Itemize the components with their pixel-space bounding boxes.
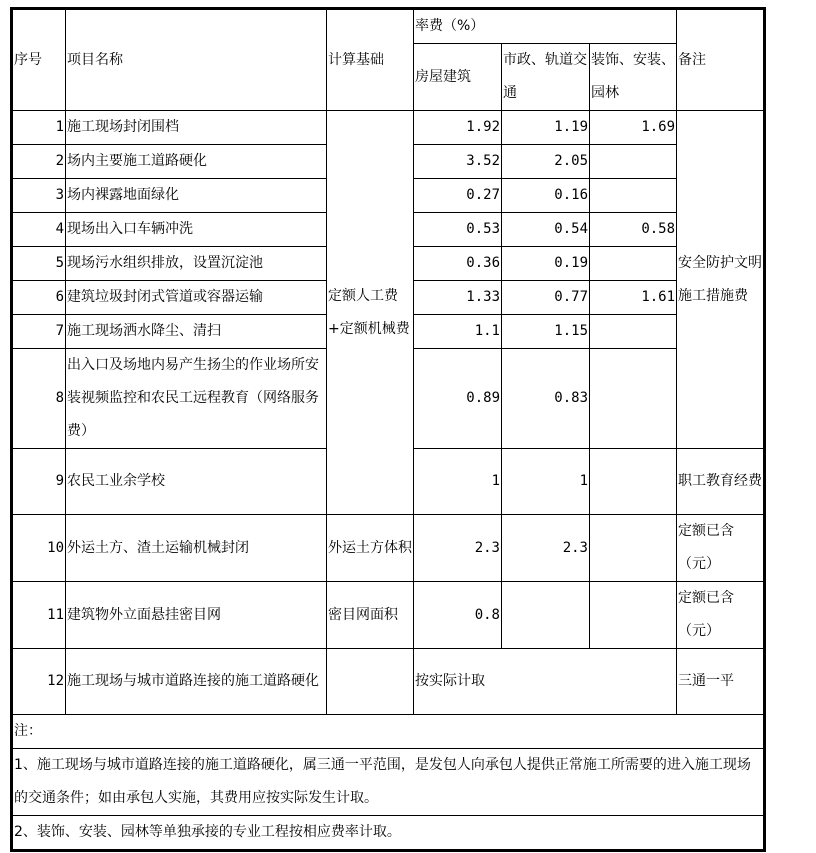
row-name: 施工现场封闭围档: [66, 111, 327, 145]
row-remark: 三通一平: [677, 649, 765, 715]
rate-municipal: 1.19: [502, 111, 590, 145]
rate-decoration: [590, 179, 677, 213]
rate-municipal: 0.83: [502, 349, 590, 449]
rate-decoration: 0.58: [590, 213, 677, 247]
note-item-1: 1、施工现场与城市道路连接的施工道路硬化，属三通一平范围，是发包人向承包人提供正常施工所需要的进入施工现场的交通条件；如由承包人实施，其费用应按实际发生计取。: [12, 749, 765, 816]
row-name: 外运土方、渣土运输机械封闭: [66, 515, 327, 582]
notes-title-row: [12, 715, 765, 749]
row-basis: 外运土方体积: [327, 515, 414, 582]
notes-title: 注：: [12, 715, 765, 749]
row-seq: 8: [12, 349, 66, 449]
rate-municipal: [502, 582, 590, 649]
rate-building: 3.52: [414, 145, 502, 179]
row-name: 施工现场与城市道路连接的施工道路硬化: [66, 649, 327, 715]
rate-municipal: 0.16: [502, 179, 590, 213]
merged-remark: 安全防护文明施工措施费: [677, 111, 765, 449]
row-name: 现场出入口车辆冲洗: [66, 213, 327, 247]
rate-municipal: 1.15: [502, 315, 590, 349]
header-row-1: [12, 9, 765, 44]
row-seq: 4: [12, 213, 66, 247]
rate-building: 0.89: [414, 349, 502, 449]
row-seq: 1: [12, 111, 66, 145]
rate-decoration: [590, 349, 677, 449]
row-name: 建筑物外立面悬挂密目网: [66, 582, 327, 649]
rate-building: 0.36: [414, 247, 502, 281]
rate-building: 1: [414, 449, 502, 515]
row-basis: [327, 649, 414, 715]
rate-building: 2.3: [414, 515, 502, 582]
merged-basis: 定额人工费+定额机械费: [327, 111, 414, 515]
rate-municipal: 0.19: [502, 247, 590, 281]
row-seq: 10: [12, 515, 66, 582]
row-name: 出入口及场地内易产生扬尘的作业场所安装视频监控和农民工远程教育（网络服务费）: [66, 349, 327, 449]
header-basis: 计算基础: [327, 9, 414, 111]
header-rate-building: 房屋建筑: [414, 44, 502, 111]
table-row: [12, 515, 765, 582]
table-row: [12, 649, 765, 715]
header-name: 项目名称: [66, 9, 327, 111]
rate-building: 1.92: [414, 111, 502, 145]
row-remark: 职工教育经费: [677, 449, 765, 515]
row-seq: 6: [12, 281, 66, 315]
rate-decoration: [590, 145, 677, 179]
rate-municipal: 2.05: [502, 145, 590, 179]
row-name: 建筑垃圾封闭式管道或容器运输: [66, 281, 327, 315]
header-remark: 备注: [677, 9, 765, 111]
row-name: 场内裸露地面绿化: [66, 179, 327, 213]
table-row: [12, 111, 765, 145]
note-row: [12, 816, 765, 851]
header-rate-group: 率费（%）: [414, 9, 677, 44]
rate-building: 0.53: [414, 213, 502, 247]
rate-municipal: 2.3: [502, 515, 590, 582]
rate-decoration: [590, 247, 677, 281]
rate-municipal: 1: [502, 449, 590, 515]
rate-decoration: [590, 582, 677, 649]
row-name: 施工现场洒水降尘、清扫: [66, 315, 327, 349]
row-name: 场内主要施工道路硬化: [66, 145, 327, 179]
row-seq: 2: [12, 145, 66, 179]
rate-decoration: 1.61: [590, 281, 677, 315]
rate-building: 0.27: [414, 179, 502, 213]
row-rate-merged: 按实际计取: [414, 649, 677, 715]
table-row: [12, 582, 765, 649]
row-seq: 3: [12, 179, 66, 213]
row-seq: 9: [12, 449, 66, 515]
row-remark: 定额已含（元）: [677, 515, 765, 582]
note-row: [12, 749, 765, 816]
rate-building: 0.8: [414, 582, 502, 649]
row-remark: 定额已含（元）: [677, 582, 765, 649]
header-seq: 序号: [12, 9, 66, 111]
row-seq: 11: [12, 582, 66, 649]
row-seq: 5: [12, 247, 66, 281]
row-seq: 7: [12, 315, 66, 349]
rate-decoration: [590, 315, 677, 349]
row-basis: 密目网面积: [327, 582, 414, 649]
rate-building: 1.33: [414, 281, 502, 315]
rate-decoration: [590, 449, 677, 515]
fee-rate-table: [10, 7, 766, 852]
rate-building: 1.1: [414, 315, 502, 349]
rate-municipal: 0.77: [502, 281, 590, 315]
rate-decoration: [590, 515, 677, 582]
row-name: 农民工业余学校: [66, 449, 327, 515]
rate-decoration: 1.69: [590, 111, 677, 145]
header-rate-municipal: 市政、轨道交通: [502, 44, 590, 111]
note-item-2: 2、装饰、安装、园林等单独承接的专业工程按相应费率计取。: [12, 816, 765, 851]
row-name: 现场污水组织排放，设置沉淀池: [66, 247, 327, 281]
row-seq: 12: [12, 649, 66, 715]
rate-municipal: 0.54: [502, 213, 590, 247]
header-rate-decoration: 装饰、安装、园林: [590, 44, 677, 111]
